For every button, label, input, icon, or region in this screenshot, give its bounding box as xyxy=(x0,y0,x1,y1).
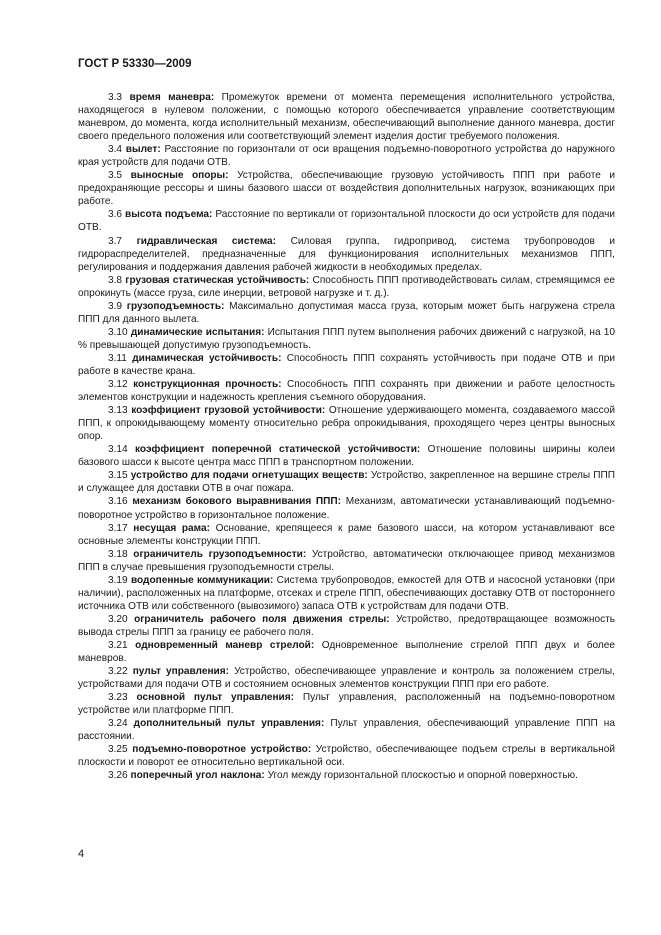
item-text: Основание, крепящееся к раме базового шасси, на котором устанавливают все основные элементы конструкции ППП. xyxy=(78,522,616,547)
definition-item xyxy=(78,665,615,691)
item-text: Отношение половины ширины колеи базового шасси к высоте центра масс ППП в транспортном положении. xyxy=(78,444,616,469)
item-term: динамические испытания: xyxy=(130,326,265,338)
item-term: механизм бокового выравнивания ППП: xyxy=(132,496,342,508)
definition-item xyxy=(78,404,615,443)
item-number: 3.12 xyxy=(108,379,128,391)
item-number: 3.19 xyxy=(108,574,128,586)
item-text: Пульт управления, расположенный на подъемно-поворотном устройстве или платформе ППП. xyxy=(78,692,615,717)
definition-item xyxy=(78,548,615,574)
definition-item xyxy=(78,169,615,208)
definition-item xyxy=(78,769,615,782)
item-term: коэффициент поперечной статической устойчивости: xyxy=(135,444,421,456)
item-number: 3.8 xyxy=(108,274,123,286)
item-term: поперечный угол наклона: xyxy=(130,770,265,782)
item-term: конструкционная прочность: xyxy=(133,379,282,391)
item-number: 3.26 xyxy=(108,770,128,782)
definition-item xyxy=(78,574,615,613)
item-term: динамическая устойчивость: xyxy=(132,352,282,364)
item-number: 3.16 xyxy=(108,496,128,508)
definition-item xyxy=(78,443,615,469)
definition-item xyxy=(78,495,615,521)
item-text: Способность ППП сохранять при движении и работе целостность элементов конструкции и надежность крепления съемного оборудования. xyxy=(78,379,615,404)
item-number: 3.3 xyxy=(108,92,123,103)
item-text: Устройства, обеспечивающие грузовую устойчивость ППП при работе и предохраняющие рессоры и шины базового шасси от воздействия дополнительных нагрузок, возникающих при работе. xyxy=(78,170,615,208)
definition-item xyxy=(78,352,615,378)
item-number: 3.24 xyxy=(108,718,128,730)
definitions-body xyxy=(78,91,615,782)
item-term: выносные опоры: xyxy=(130,170,229,182)
item-term: коэффициент грузовой устойчивости: xyxy=(131,405,326,417)
definition-item xyxy=(78,613,615,639)
item-number: 3.13 xyxy=(108,405,128,417)
item-term: гидравлическая система: xyxy=(136,235,277,247)
definition-item xyxy=(78,326,615,352)
definition-item xyxy=(78,522,615,548)
item-number: 3.25 xyxy=(108,744,128,756)
item-text: Устройство, предотвращающее возможность вывода стрелы ППП за границу ее рабочего поля. xyxy=(78,613,616,638)
item-term: грузовая статическая устойчивость: xyxy=(125,274,310,286)
item-text: Способность ППП противодействовать силам, стремящимся ее опрокинуть (массе груза, силе инерции, ветровой нагрузке и т. д.). xyxy=(78,274,615,299)
item-term: время маневра: xyxy=(129,92,215,103)
item-term: ограничитель рабочего поля движения стрелы: xyxy=(134,613,390,625)
item-text: Силовая группа, гидропривод, система трубопроводов и гидрораспределителей, предназначенные для функционирования исполнительных механизмов ППП, регулирования и поддержания давления рабочей жидкости в необходимых пределах. xyxy=(78,235,615,273)
definition-item xyxy=(78,743,615,769)
item-text: Способность ППП сохранять устойчивость при подаче ОТВ и при работе в качестве крана. xyxy=(78,352,615,377)
item-text: Система трубопроводов, емкостей для ОТВ и насосной установки (при наличии), расположенных на платформе, отсеках и стреле ППП, обеспечивающих доставку ОТВ от постороннего источника ОТВ или собственного (вывозимого) запаса ОТВ к устройствам для подачи ОТВ. xyxy=(78,574,616,612)
definition-item xyxy=(78,691,615,717)
definition-item xyxy=(78,143,615,169)
definition-item xyxy=(78,639,615,665)
item-text: Пульт управления, обеспечивающий управление ППП на расстоянии. xyxy=(78,718,615,743)
item-text: Устройство, обеспечивающее подъем стрелы в вертикальной плоскости и поворот ее относительно вертикальной оси. xyxy=(78,744,615,769)
item-term: водопенные коммуникации: xyxy=(130,574,274,586)
item-text: Расстояние по вертикали от горизонтальной плоскости до оси устройств для подачи ОТВ. xyxy=(78,209,615,234)
item-number: 3.15 xyxy=(108,470,128,482)
item-term: грузоподъемность: xyxy=(126,300,225,312)
item-text: Расстояние по горизонтали от оси вращения подъемно-поворотного устройства до наружного края устройств для подачи ОТВ. xyxy=(78,144,615,169)
item-term: пульт управления: xyxy=(132,666,230,678)
item-number: 3.14 xyxy=(108,444,128,456)
item-term: одновременный маневр стрелой: xyxy=(135,639,315,651)
item-text: Устройство, закрепленное на вершине стрелы ППП и служащее для доставки ОТВ в очаг пожара. xyxy=(78,470,615,495)
document-header: ГОСТ Р 53330—2009 xyxy=(78,58,192,70)
item-term: устройство для подачи огнетушащих веществ: xyxy=(130,470,368,482)
item-number: 3.23 xyxy=(108,692,128,704)
definition-item xyxy=(78,208,615,234)
item-term: основной пульт управления: xyxy=(136,692,295,704)
item-text: Максимально допустимая масса груза, которым может быть нагружена стрела ППП для данного вылета. xyxy=(78,300,615,325)
definition-item xyxy=(78,469,615,495)
definition-item xyxy=(78,274,615,300)
item-text: Устройство, обеспечивающее управление и контроль за положением стрелы, устройствами для подачи ОТВ и состоянием основных элементов конструкции ППП при его работе. xyxy=(78,666,615,691)
item-text: Одновременное выполнение стрелой ППП двух и более маневров. xyxy=(78,639,615,665)
item-text: Устройство, автоматически отключающее привод механизмов ППП в случае превышения грузоподъемности стрелы. xyxy=(78,548,615,573)
item-number: 3.6 xyxy=(108,209,123,221)
item-term: высота подъема: xyxy=(125,209,213,221)
item-number: 3.11 xyxy=(108,352,127,364)
definition-item xyxy=(78,378,615,404)
item-number: 3.21 xyxy=(108,639,128,651)
item-number: 3.4 xyxy=(108,144,123,156)
item-term: дополнительный пульт управления: xyxy=(133,718,325,730)
item-number: 3.5 xyxy=(108,170,123,182)
item-text: Испытания ППП путем выполнения рабочих движений с нагрузкой, на 10 % превышающей допустимую грузоподъемность. xyxy=(78,326,615,351)
item-number: 3.22 xyxy=(108,666,128,678)
definition-item xyxy=(78,235,615,274)
definition-item xyxy=(78,717,615,743)
definition-item xyxy=(78,300,615,326)
page-number: 4 xyxy=(78,848,85,860)
item-text: Промежуток времени от момента перемещения исполнительного устройства, находящегося в нулевом положении, с помощью которого обеспечивается управление соответствующим маневром, до момента, когда исполнительный механизм, обеспечивающий выполнение данного маневра, достиг своего предельного положения или соответствующий элемент изделия достиг требуемого положения. xyxy=(78,92,615,143)
item-number: 3.20 xyxy=(108,613,128,625)
item-term: подъемно-поворотное устройство: xyxy=(132,744,312,756)
item-number: 3.17 xyxy=(108,522,128,534)
item-number: 3.9 xyxy=(108,300,123,312)
item-text: Отношение удерживающего момента, создаваемого массой ППП, к опрокидывающему моменту относительно ребра опрокидывания, проходящего через центры выносных опор. xyxy=(78,405,615,443)
item-text: Механизм, автоматически устанавливающий подъемно-поворотное устройство в горизонтальное положение. xyxy=(78,496,616,521)
item-term: вылет: xyxy=(125,144,161,156)
item-number: 3.10 xyxy=(108,326,128,338)
item-term: ограничитель грузоподъемности: xyxy=(133,548,307,560)
item-number: 3.18 xyxy=(108,548,128,560)
item-text: Угол между горизонтальной плоскостью и опорной поверхностью. xyxy=(267,770,578,782)
item-number: 3.7 xyxy=(108,235,123,247)
definition-item xyxy=(78,91,615,143)
item-term: несущая рама: xyxy=(133,522,210,534)
